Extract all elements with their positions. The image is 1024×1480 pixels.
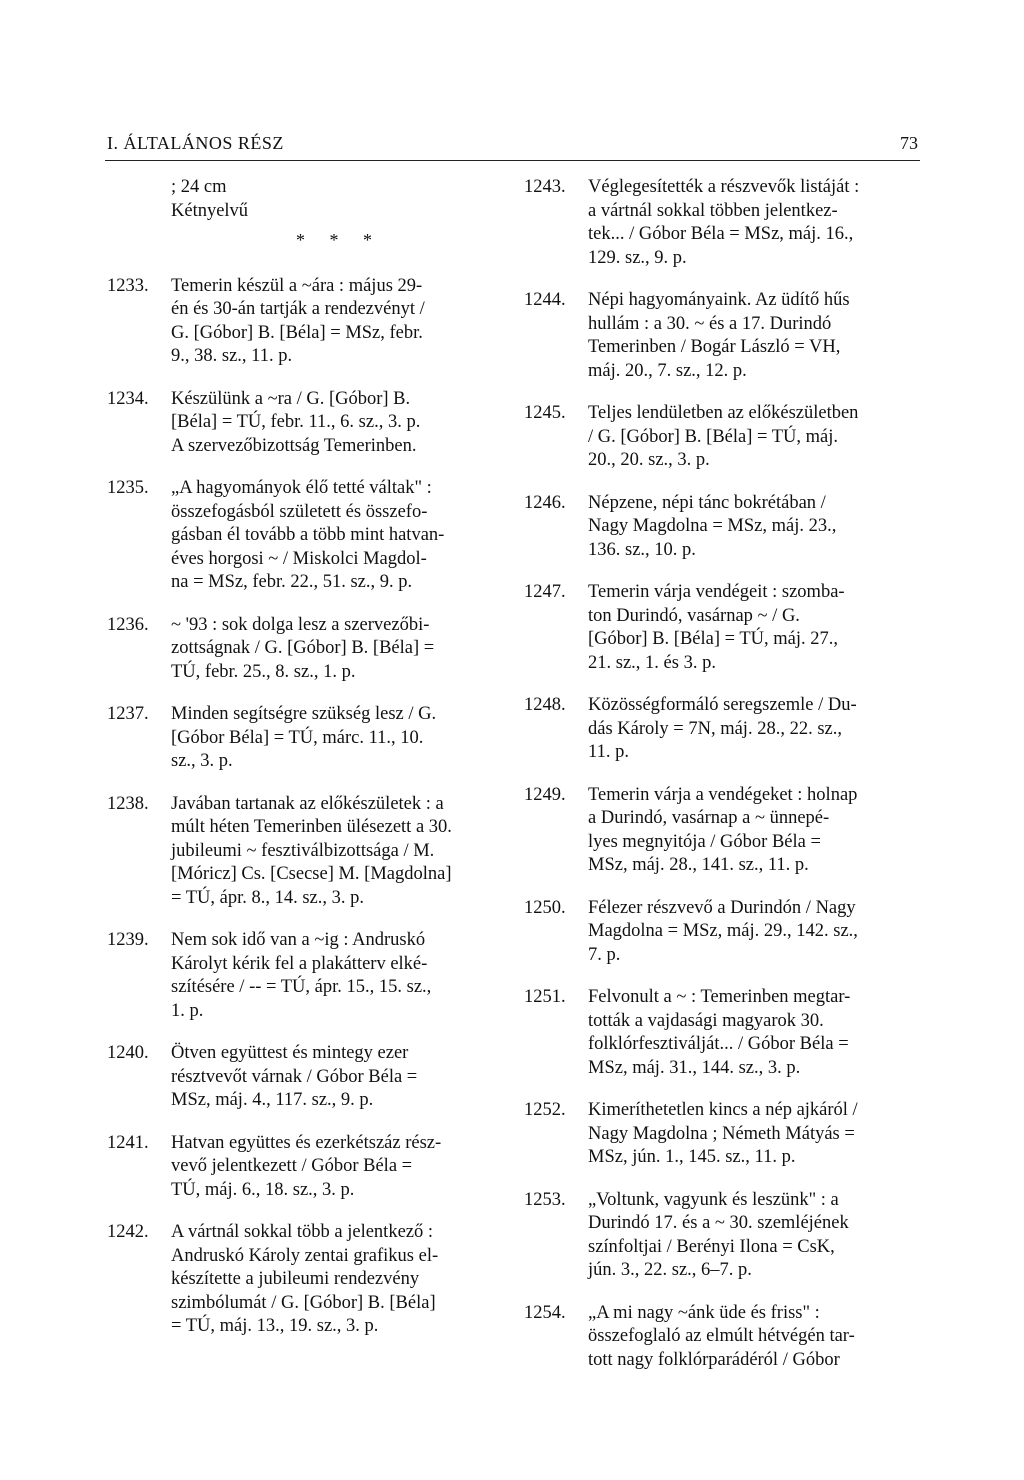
entry-text [171, 703, 507, 774]
entry-line: [Móricz] Cs. [Csecse] M. [Magdolna] [171, 864, 452, 884]
bibliography-entry [107, 388, 507, 459]
continuation-line: Kétnyelvű [171, 200, 249, 221]
entry-line: résztvevőt várnak / Góbor Béla = [171, 1066, 418, 1087]
entry-line: tották a vajdasági magyarok 30. [588, 1010, 824, 1031]
entry-line: Közösségformáló seregszemle / Du- [588, 695, 857, 715]
entry-line: MSz, máj. 28., 141. sz., 11. p. [588, 855, 809, 875]
entry-text [588, 581, 924, 675]
page-number: 73 [900, 133, 918, 153]
bibliography-entry [107, 703, 507, 774]
entry-line: Kimeríthetetlen kincs a nép ajkáról / [588, 1100, 858, 1120]
bibliography-entry [107, 1042, 507, 1113]
entry-line: múlt héten Temerinben ülésezett a 30. [171, 817, 452, 837]
entry-line: Népzene, népi tánc bokrétában / [588, 492, 826, 513]
entry-number: 1237. [107, 704, 149, 724]
page-header-section: I. ÁLTALÁNOS RÉSZ [107, 133, 284, 153]
entry-line: [Béla] = TÚ, febr. 11., 6. sz., 3. p. [171, 412, 421, 432]
entry-line: Népi hagyományaink. Az üdítő hűs [588, 290, 850, 310]
entry-line: 7. p. [588, 944, 621, 965]
entry-line: „A mi nagy ~ánk üde és friss" : [588, 1302, 820, 1323]
entry-text [588, 402, 924, 473]
entry-number: 1239. [107, 930, 149, 950]
entry-line: [Góbor Béla] = TÚ, márc. 11., 10. [171, 727, 424, 748]
entry-line: A szervezőbizottság Temerinben. [171, 435, 417, 456]
entry-line: Magdolna = MSz, máj. 29., 142. sz., [588, 921, 858, 941]
bibliography-entry [524, 289, 924, 383]
entry-line: Készülünk a ~ra / G. [Góbor] B. [171, 388, 411, 409]
entry-number: 1253. [524, 1189, 566, 1210]
entry-line: 11. p. [588, 742, 629, 762]
bibliography-entry [524, 492, 924, 563]
entry-line: Minden segítségre szükség lesz / G. [171, 704, 437, 724]
entry-line: Temerin várja a vendégeket : holnap [588, 784, 858, 805]
entry-line: Nagy Magdolna ; Németh Mátyás = [588, 1123, 855, 1144]
entry-text [171, 477, 507, 595]
entry-text [588, 1302, 924, 1373]
entry-text [588, 694, 924, 765]
bibliography-entry [524, 784, 924, 878]
entry-number: 1240. [107, 1043, 149, 1063]
entry-line: Teljes lendületben az előkészületben [588, 403, 859, 423]
bibliography-entry [524, 581, 924, 675]
bibliography-entry [524, 694, 924, 765]
entry-line: tek... / Góbor Béla = MSz, máj. 16., [588, 224, 854, 244]
entry-line: zottságnak / G. [Góbor] B. [Béla] = [171, 638, 435, 658]
entry-line: 21. sz., 1. és 3. p. [588, 652, 716, 673]
entry-text [171, 793, 507, 911]
entry-line: 136. sz., 10. p. [588, 539, 696, 560]
entry-number: 1245. [524, 403, 566, 423]
entry-line: ~ '93 : sok dolga lesz a szervezőbi- [171, 614, 430, 635]
entry-number: 1234. [107, 388, 149, 409]
bibliography-entry [524, 1099, 924, 1170]
entry-line: én és 30-án tartják a rendezvényt / [171, 299, 425, 319]
entry-text [588, 1189, 924, 1283]
entry-number: 1241. [107, 1132, 149, 1153]
entry-line: színfoltjai / Berényi Ilona = CsK, [588, 1236, 835, 1257]
entry-line: Ötven együttest és mintegy ezer [171, 1043, 409, 1063]
bibliography-entry [524, 1302, 924, 1373]
entry-line: gásban él tovább a több mint hatvan- [171, 525, 445, 545]
bibliography-entry [107, 275, 507, 369]
left-column [107, 176, 507, 1358]
entry-line: MSz, máj. 31., 144. sz., 3. p. [588, 1057, 801, 1078]
entry-number: 1244. [524, 290, 566, 310]
entry-number: 1248. [524, 695, 566, 715]
entry-line: Nem sok idő van a ~ig : Andruskó [171, 930, 426, 950]
entry-line: máj. 20., 7. sz., 12. p. [588, 360, 747, 381]
entry-number: 1254. [524, 1302, 566, 1323]
entry-line: na = MSz, febr. 22., 51. sz., 9. p. [171, 572, 413, 592]
right-entry-list [524, 176, 924, 1372]
entry-text [171, 1042, 507, 1113]
entry-line: TÚ, máj. 6., 18. sz., 3. p. [171, 1179, 355, 1200]
entry-number: 1249. [524, 784, 566, 805]
entry-line: Felvonult a ~ : Temerinben megtar- [588, 987, 851, 1007]
bibliography-entry [524, 986, 924, 1080]
entry-line: összefoglaló az elmúlt hétvégén tar- [588, 1326, 855, 1346]
entry-line: ton Durindó, vasárnap ~ / G. [588, 605, 800, 626]
entry-text [588, 492, 924, 563]
entry-line: Félezer részvevő a Durindón / Nagy [588, 897, 856, 918]
entry-line: 20., 20. sz., 3. p. [588, 450, 710, 470]
entry-number: 1247. [524, 582, 566, 602]
entry-line: = TÚ, máj. 13., 19. sz., 3. p. [171, 1316, 379, 1336]
entry-line: TÚ, febr. 25., 8. sz., 1. p. [171, 661, 356, 682]
entry-text [588, 784, 924, 878]
entry-line: készítette a jubileumi rendezvény [171, 1269, 420, 1289]
entry-line: MSz, máj. 4., 117. sz., 9. p. [171, 1090, 374, 1110]
entry-line: hullám : a 30. ~ és a 17. Durindó [588, 313, 832, 334]
entry-number: 1243. [524, 177, 566, 197]
entry-line: éves horgosi ~ / Miskolci Magdol- [171, 548, 427, 569]
entry-line: jubileumi ~ fesztiválbizottsága / M. [171, 840, 435, 861]
entry-text [171, 1132, 507, 1203]
entry-text [588, 289, 924, 383]
entry-number: 1252. [524, 1100, 566, 1120]
entry-line: szítésére / -- = TÚ, ápr. 15., 15. sz., [171, 977, 432, 997]
entry-line: Javában tartanak az előkészületek : a [171, 793, 444, 814]
bibliography-entry [107, 1132, 507, 1203]
right-column [524, 176, 924, 1391]
entry-text [588, 1099, 924, 1170]
entry-line: jún. 3., 22. sz., 6–7. p. [588, 1260, 752, 1280]
entry-text [588, 176, 924, 270]
entry-line: szimbólumát / G. [Góbor] B. [Béla] [171, 1292, 436, 1313]
entry-text [588, 897, 924, 968]
entry-line: 9., 38. sz., 11. p. [171, 346, 293, 366]
entry-line: összefogásból született és összefo- [171, 501, 428, 522]
entry-number: 1233. [107, 275, 149, 296]
entry-text [171, 275, 507, 369]
entry-line: = TÚ, ápr. 8., 14. sz., 3. p. [171, 887, 365, 908]
bibliography-entry [524, 176, 924, 270]
bibliography-entry [524, 897, 924, 968]
entry-line: Temerinben / Bogár László = VH, [588, 337, 841, 357]
entry-line: Durindó 17. és a ~ 30. szemléjének [588, 1213, 849, 1233]
entry-line: „Voltunk, vagyunk és leszünk" : a [588, 1189, 839, 1210]
entry-line: a Durindó, vasárnap a ~ ünnepé- [588, 808, 830, 828]
entry-line: [Góbor] B. [Béla] = TÚ, máj. 27., [588, 629, 839, 649]
entry-text [171, 388, 507, 459]
entry-line: Temerin várja vendégeit : szomba- [588, 582, 845, 602]
entry-number: 1238. [107, 793, 149, 814]
entry-line: sz., 3. p. [171, 751, 233, 771]
entry-number: 1236. [107, 614, 149, 635]
entry-line: Andruskó Károly zentai grafikus el- [171, 1245, 439, 1266]
entry-line: „A hagyományok élő tetté váltak" : [171, 478, 432, 498]
bibliography-entry [107, 929, 507, 1023]
entry-line: / G. [Góbor] B. [Béla] = TÚ, máj. [588, 426, 839, 447]
entry-number: 1242. [107, 1222, 149, 1242]
entry-line: Hatvan együttes és ezerkétszáz rész- [171, 1132, 442, 1153]
entry-line: Károlyt kérik fel a plakátterv elké- [171, 953, 428, 974]
bibliography-entry [107, 1221, 507, 1339]
entry-line: Véglegesítették a részvevők listáját : [588, 177, 860, 197]
bibliography-entry [107, 614, 507, 685]
bibliography-entry [524, 402, 924, 473]
entry-line: G. [Góbor] B. [Béla] = MSz, febr. [171, 322, 423, 343]
entry-line: vevő jelentkezett / Góbor Béla = [171, 1156, 413, 1176]
entry-line: tott nagy folklórparádéról / Góbor [588, 1349, 840, 1370]
entry-number: 1250. [524, 897, 566, 918]
bibliography-entry [524, 1189, 924, 1283]
bibliography-entry [107, 477, 507, 595]
left-entry-list [107, 275, 507, 1339]
entry-line: 129. sz., 9. p. [588, 247, 687, 268]
entry-text [171, 1221, 507, 1339]
entry-number: 1246. [524, 492, 566, 513]
entry-text [171, 929, 507, 1023]
entry-line: 1. p. [171, 1000, 204, 1021]
header-rule [105, 160, 920, 161]
entry-line: folklórfesztiválját... / Góbor Béla = [588, 1034, 849, 1054]
entry-line: A vártnál sokkal több a jelentkező : [171, 1222, 434, 1242]
entry-line: dás Károly = 7N, máj. 28., 22. sz., [588, 718, 842, 739]
entry-line: a vártnál sokkal többen jelentkez- [588, 200, 838, 221]
entry-number: 1235. [107, 478, 149, 498]
entry-line: Temerin készül a ~ára : május 29- [171, 275, 423, 296]
entry-line: MSz, jún. 1., 145. sz., 11. p. [588, 1147, 796, 1167]
continuation-line: ; 24 cm [171, 177, 227, 197]
entry-line: lyes megnyitója / Góbor Béla = [588, 831, 821, 852]
entry-text [588, 986, 924, 1080]
continuation-block [107, 176, 507, 223]
bibliography-entry [107, 793, 507, 911]
entry-number: 1251. [524, 987, 566, 1007]
entry-text [171, 614, 507, 685]
section-separator: * * * [296, 230, 382, 250]
entry-line: Nagy Magdolna = MSz, máj. 23., [588, 516, 837, 536]
